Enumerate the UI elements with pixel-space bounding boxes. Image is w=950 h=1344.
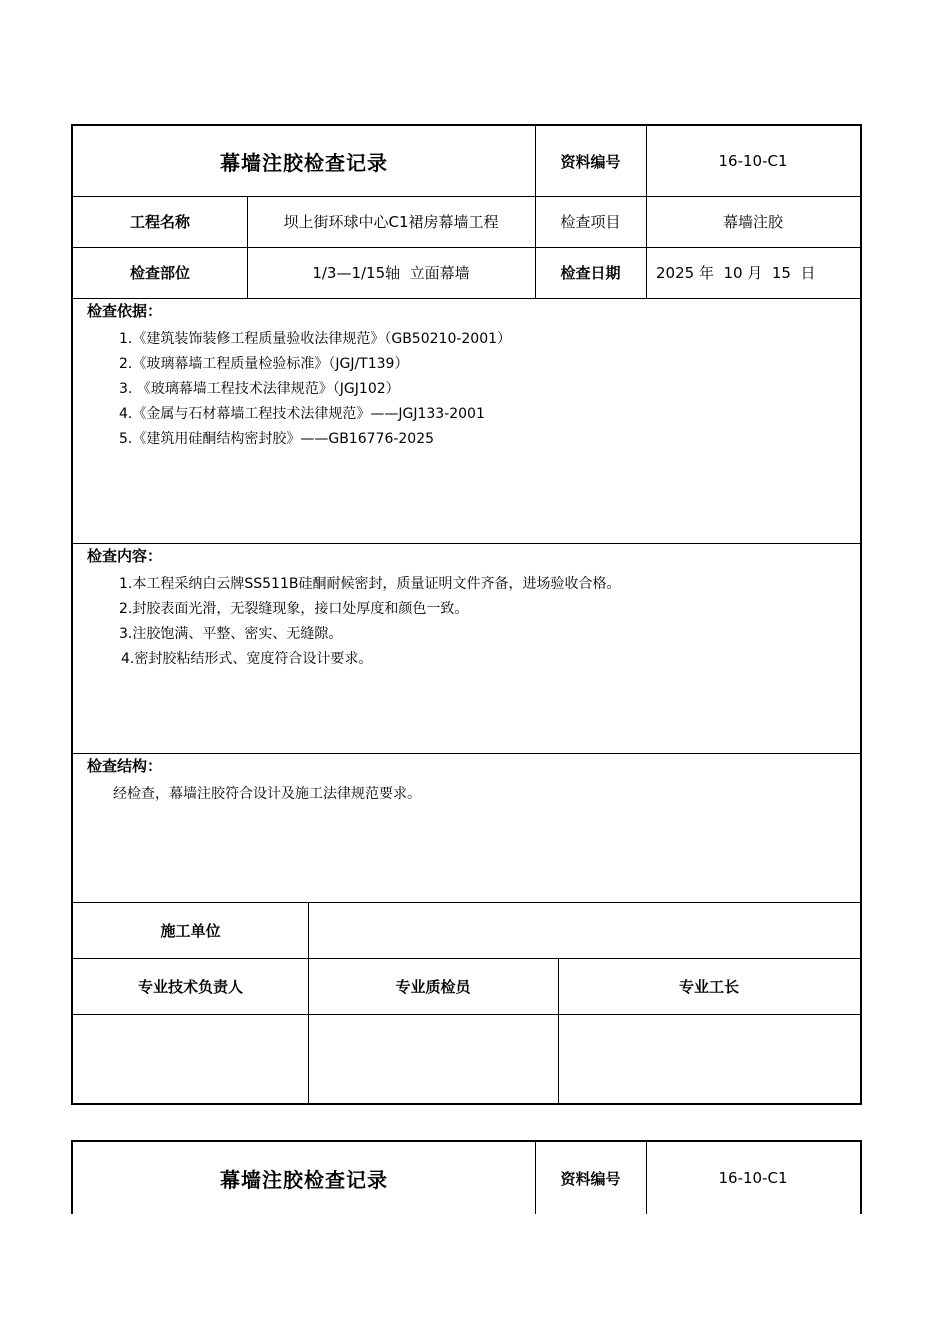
project-name-value: 坝上街环球中心C1裙房幕墙工程	[283, 213, 499, 231]
inspection-location-value: 1/3—1/15轴 立面幕墙	[312, 264, 470, 282]
inspection-record-form-page2	[71, 1140, 862, 1214]
row-divider	[73, 1014, 860, 1015]
inspection-record-form	[71, 124, 862, 1105]
project-name-label: 工程名称	[129, 213, 190, 231]
content-heading: 检查内容：	[87, 547, 163, 565]
tech-lead-label: 专业技术负责人	[137, 977, 243, 996]
inspection-date-value: 2025 年 10 月 15 日	[656, 264, 816, 282]
basis-item: 1.《建筑装饰装修工程质量验收法律规范》（GB50210-2001）	[119, 331, 512, 347]
row-divider	[73, 298, 860, 299]
row-divider	[73, 753, 860, 754]
content-item: 2.封胶表面光滑，无裂缝现象，接口处厚度和颜色一致。	[119, 601, 469, 617]
inspection-location-label: 检查部位	[129, 264, 190, 282]
inspection-item-label: 检查项目	[560, 213, 621, 231]
doc-number-value: 16-10-C1	[718, 152, 788, 170]
content-item: 4.密封胶粘结形式、宽度符合设计要求。	[121, 651, 373, 667]
inspection-item-value: 幕墙注胶	[722, 213, 783, 231]
doc-number-value: 16-10-C1	[718, 1169, 788, 1187]
basis-heading: 检查依据：	[87, 302, 163, 320]
qc-inspector-label: 专业质检员	[395, 977, 471, 996]
basis-item: 4.《金属与石材幕墙工程技术法律规范》——JGJ133-2001	[119, 406, 485, 422]
basis-item: 2.《玻璃幕墙工程质量检验标准》（JGJ/T139）	[119, 356, 409, 372]
foreman-label: 专业工长	[678, 977, 739, 996]
basis-item: 5.《建筑用硅酮结构密封胶》——GB16776-2025	[119, 431, 435, 447]
form-title: 幕墙注胶检查记录	[220, 150, 388, 175]
row-divider	[73, 543, 860, 544]
result-heading: 检查结构：	[87, 757, 163, 775]
result-text: 经检查，幕墙注胶符合设计及施工法律规范要求。	[113, 786, 421, 802]
content-item: 3.注胶饱满、平整、密实、无缝隙。	[119, 626, 343, 642]
construction-unit-label: 施工单位	[160, 921, 221, 940]
form-title: 幕墙注胶检查记录	[220, 1167, 388, 1192]
doc-number-label: 资料编号	[560, 152, 621, 171]
inspection-date-label: 检查日期	[560, 264, 621, 282]
content-item: 1.本工程采纳白云牌SS511B硅酮耐候密封，质量证明文件齐备，进场验收合格。	[119, 576, 621, 592]
basis-item: 3. 《玻璃幕墙工程技术法律规范》（JGJ102）	[119, 381, 400, 397]
doc-number-label: 资料编号	[560, 1169, 621, 1188]
